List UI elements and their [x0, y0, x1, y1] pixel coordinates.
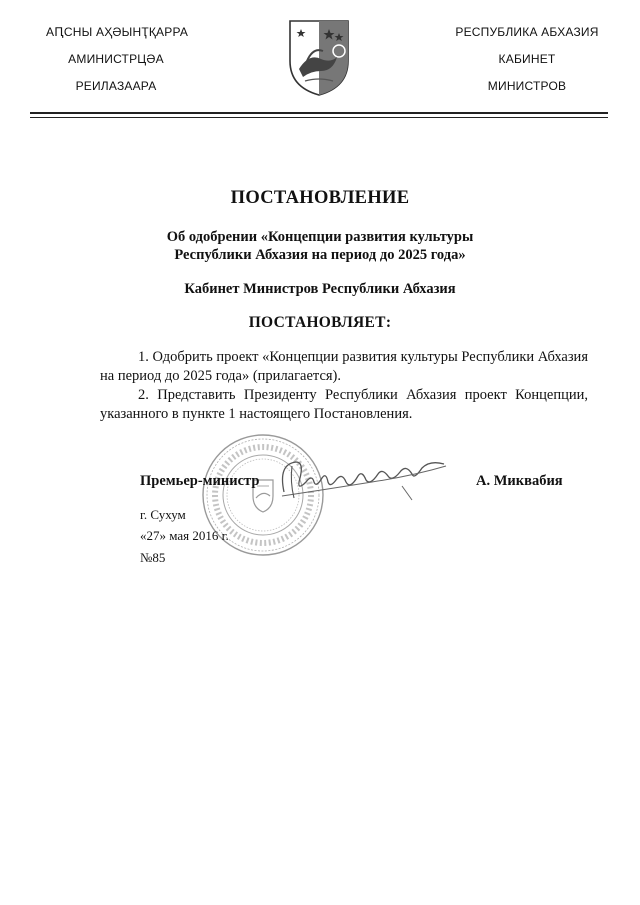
signatory-name: А. Миквабия: [476, 473, 563, 489]
header-right-russian: [452, 24, 602, 105]
handwritten-signature-icon: [262, 452, 452, 512]
header-right-line: РЕСПУБЛИКА АБХАЗИЯ: [455, 25, 599, 39]
header-left-line: АМИНИСТРЦӘА: [68, 52, 164, 66]
decree-item: 1. Одобрить проект «Концепции развития культуры Республики Абхазия на период до 2025 года» (прилагается).: [100, 349, 588, 384]
decree-heading: ПОСТАНОВЛЯЕТ:: [248, 314, 392, 331]
subject-line: Об одобрении «Концепции развития культуры: [166, 229, 474, 245]
issue-city: г. Сухум: [140, 507, 186, 522]
header-right-line: МИНИСТРОВ: [487, 79, 567, 93]
document-title: ПОСТАНОВЛЕНИЕ: [230, 188, 410, 208]
issuer-line: Кабинет Министров Республики Абхазия: [184, 281, 456, 297]
issue-date: «27» мая 2016 г.: [140, 528, 229, 543]
document-subject: [120, 228, 520, 264]
header-left-line: РЕИЛАЗААРА: [75, 79, 157, 93]
decree-item: 2. Представить Президенту Республики Абхазия проект Концепции, указанного в пункте 1 настоящего Постановления.: [100, 387, 588, 422]
decree-body: [100, 348, 588, 424]
header-divider-thin: [30, 117, 608, 118]
document-number: №85: [140, 550, 166, 565]
header-left-line: АԤСНЫ АҲӘЫНҬҚАРРА: [46, 25, 189, 39]
signatory-role: Премьер-министр: [140, 473, 260, 489]
header-left-abkhaz: [46, 24, 189, 105]
state-emblem-icon: [287, 17, 351, 97]
header-right-line: КАБИНЕТ: [498, 52, 556, 66]
header-divider: [30, 112, 608, 114]
subject-line: Республики Абхазия на период до 2025 года»: [174, 247, 466, 263]
